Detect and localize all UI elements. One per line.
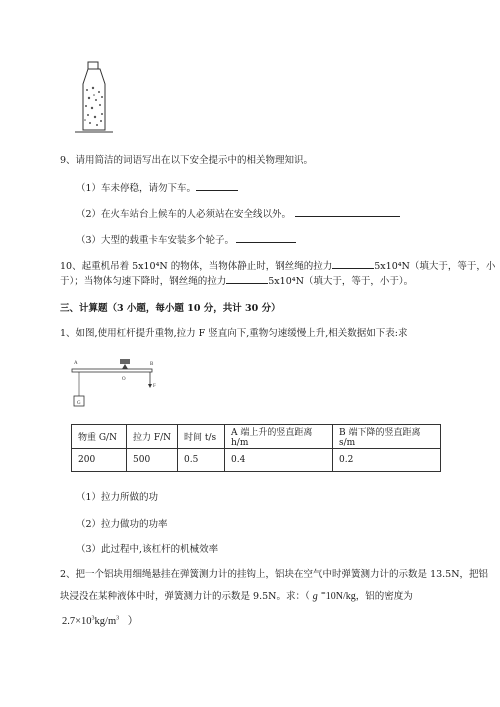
calc1-q1: （1）拉力所做的功 — [76, 492, 159, 503]
table-header-cell: A 端上升的竖直距离 h/m — [225, 425, 333, 449]
calc1-q3: （3）此过程中,该杠杆的机械效率 — [76, 544, 219, 555]
lever-figure — [70, 355, 170, 413]
calc2-line-2: 块浸没在某种液体中时，弹簧测力计的示数是 9.5N。求：（ g =10N/kg，铝的密度为 — [60, 589, 413, 602]
q9-item-2: （2）在火车站台上候车的人必须站在安全线以外。 — [76, 206, 400, 220]
table-header-cell: 拉力 F/N — [127, 425, 178, 449]
answer-blank[interactable] — [236, 232, 296, 243]
data-table — [71, 424, 441, 472]
section-title: 三、计算题（3 小题，每小题 10 分，共计 30 分） — [60, 303, 281, 314]
q9-stem: 9、请用简洁的词语写出在以下安全提示中的相关物理知识。 — [60, 155, 314, 166]
label-o: O — [122, 377, 126, 382]
table-header-cell: 物重 G/N — [72, 425, 127, 449]
calc1-q2: （2）拉力做功的功率 — [76, 519, 168, 530]
label-f: F — [153, 384, 156, 389]
label-b: B — [150, 362, 154, 367]
calc2-density: $2.7\times 10^3kg/m^3$ ） — [62, 615, 139, 627]
q9-item-1: （1）车未停稳，请勿下车。 — [76, 180, 238, 194]
label-g: G — [77, 401, 81, 406]
table-cell: 0.4 — [225, 449, 333, 472]
table-cell: 200 — [72, 449, 127, 472]
calc2-line-1: 2、把一个铝块用细绳悬挂在弹簧测力计的挂钩上，铝块在空气中时弹簧测力计的示数是 13.5N，把铝 — [60, 569, 489, 580]
answer-blank[interactable] — [295, 206, 400, 217]
answer-blank[interactable] — [332, 258, 374, 269]
q9-item-3: （3）大型的载重卡车安装多个轮子。 — [76, 232, 296, 246]
table-header-cell: 时间 t/s — [178, 425, 225, 449]
answer-blank[interactable] — [226, 273, 268, 284]
table-cell: 500 — [127, 449, 178, 472]
table-header-row — [72, 425, 441, 449]
answer-blank[interactable] — [196, 180, 238, 191]
table-cell: 0.5 — [178, 449, 225, 472]
q10-line-2: 于）；当物体匀速下降时，钢丝绳的拉力 5x10⁴N（填大于，等于，小于）。 — [60, 273, 413, 287]
water-bottle-figure — [75, 60, 113, 135]
q10-line-1: 10、起重机吊着 5x10⁴N 的物体，当物体静止时，钢丝绳的拉力 5x10⁴N（填大于，等于，小 — [60, 258, 495, 272]
calc1-stem: 1、如图,使用杠杆提升重物,拉力 F 竖直向下,重物匀速缓慢上升,相关数据如下表:求 — [60, 328, 408, 339]
label-a: A — [74, 361, 78, 366]
table-cell: 0.2 — [333, 449, 441, 472]
table-row — [72, 449, 441, 472]
table-header-cell: B 端下降的竖直距离 s/m — [333, 425, 441, 449]
